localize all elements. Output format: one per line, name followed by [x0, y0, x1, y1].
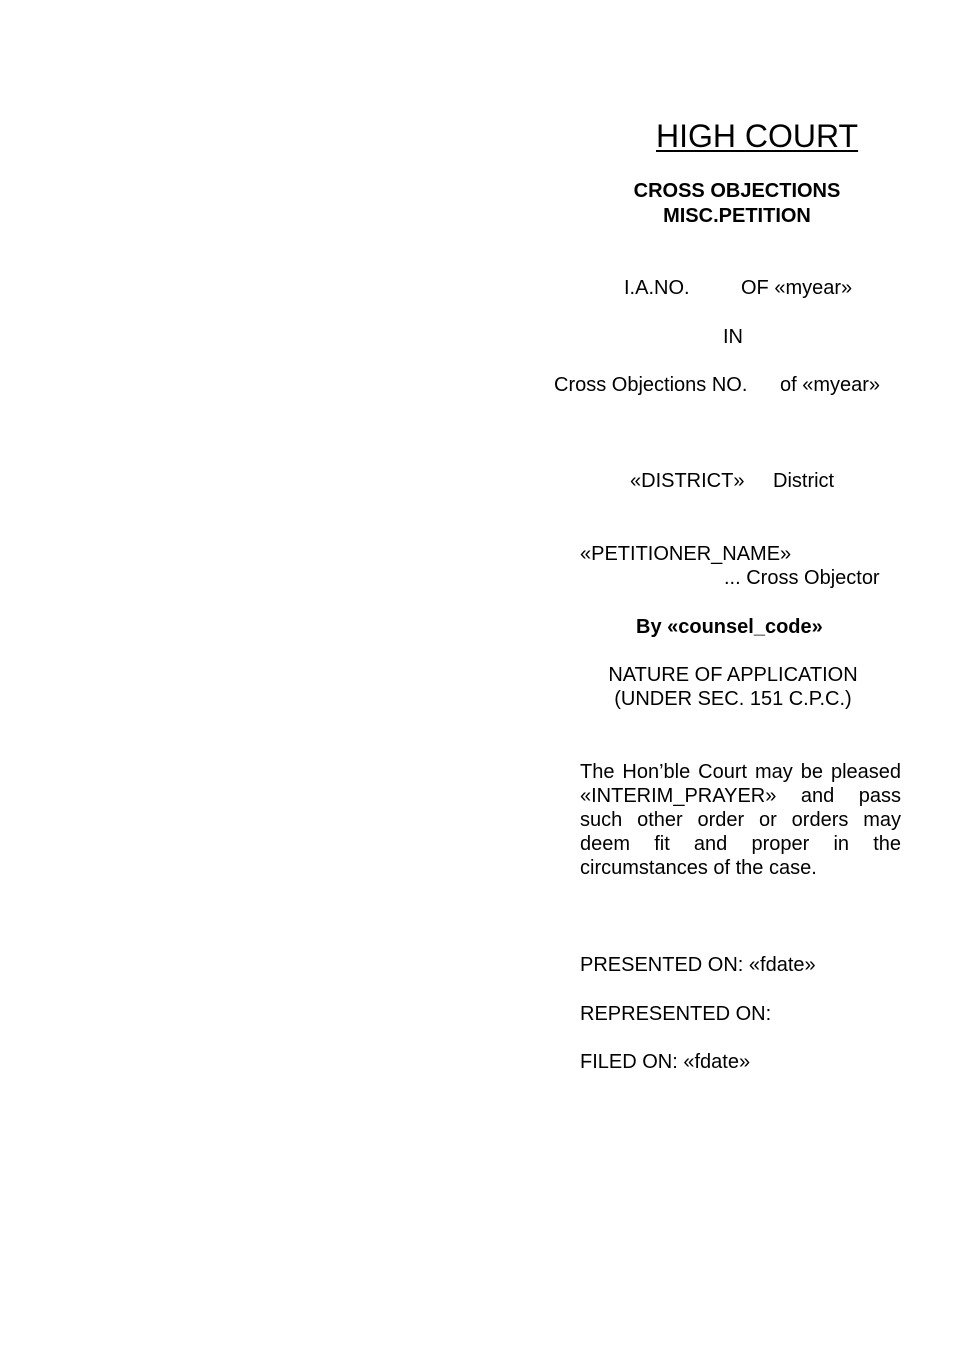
nature-section: (UNDER SEC. 151 C.P.C.) [614, 688, 852, 710]
filed-on: FILED ON: «fdate» [580, 1051, 751, 1073]
district-label: District [773, 470, 835, 492]
district-placeholder: «DISTRICT» [630, 470, 745, 492]
cross-objections-number-label: Cross Objections NO. [554, 374, 748, 396]
presented-on: PRESENTED ON: «fdate» [580, 954, 816, 976]
ia-year: OF «myear» [741, 277, 853, 299]
counsel-line: By «counsel_code» [636, 616, 823, 638]
in-label: IN [723, 326, 743, 348]
cross-objections-year: of «myear» [780, 374, 881, 396]
ia-number-label: I.A.NO. [624, 277, 690, 299]
represented-on: REPRESENTED ON: [580, 1003, 772, 1025]
case-type-line1: CROSS OBJECTIONS [633, 180, 841, 202]
prayer-paragraph: The Hon’ble Court may be pleased «INTERIM_PRAYER» and pass such other order or orders may deem fit and proper in the circumstances of the case. [580, 761, 901, 879]
party-role: ... Cross Objector [724, 567, 880, 589]
nature-of-application: NATURE OF APPLICATION [608, 664, 858, 686]
case-type-line2: MISC.PETITION [663, 205, 811, 227]
petitioner-name: «PETITIONER_NAME» [580, 543, 792, 565]
court-title: HIGH COURT [656, 118, 859, 154]
